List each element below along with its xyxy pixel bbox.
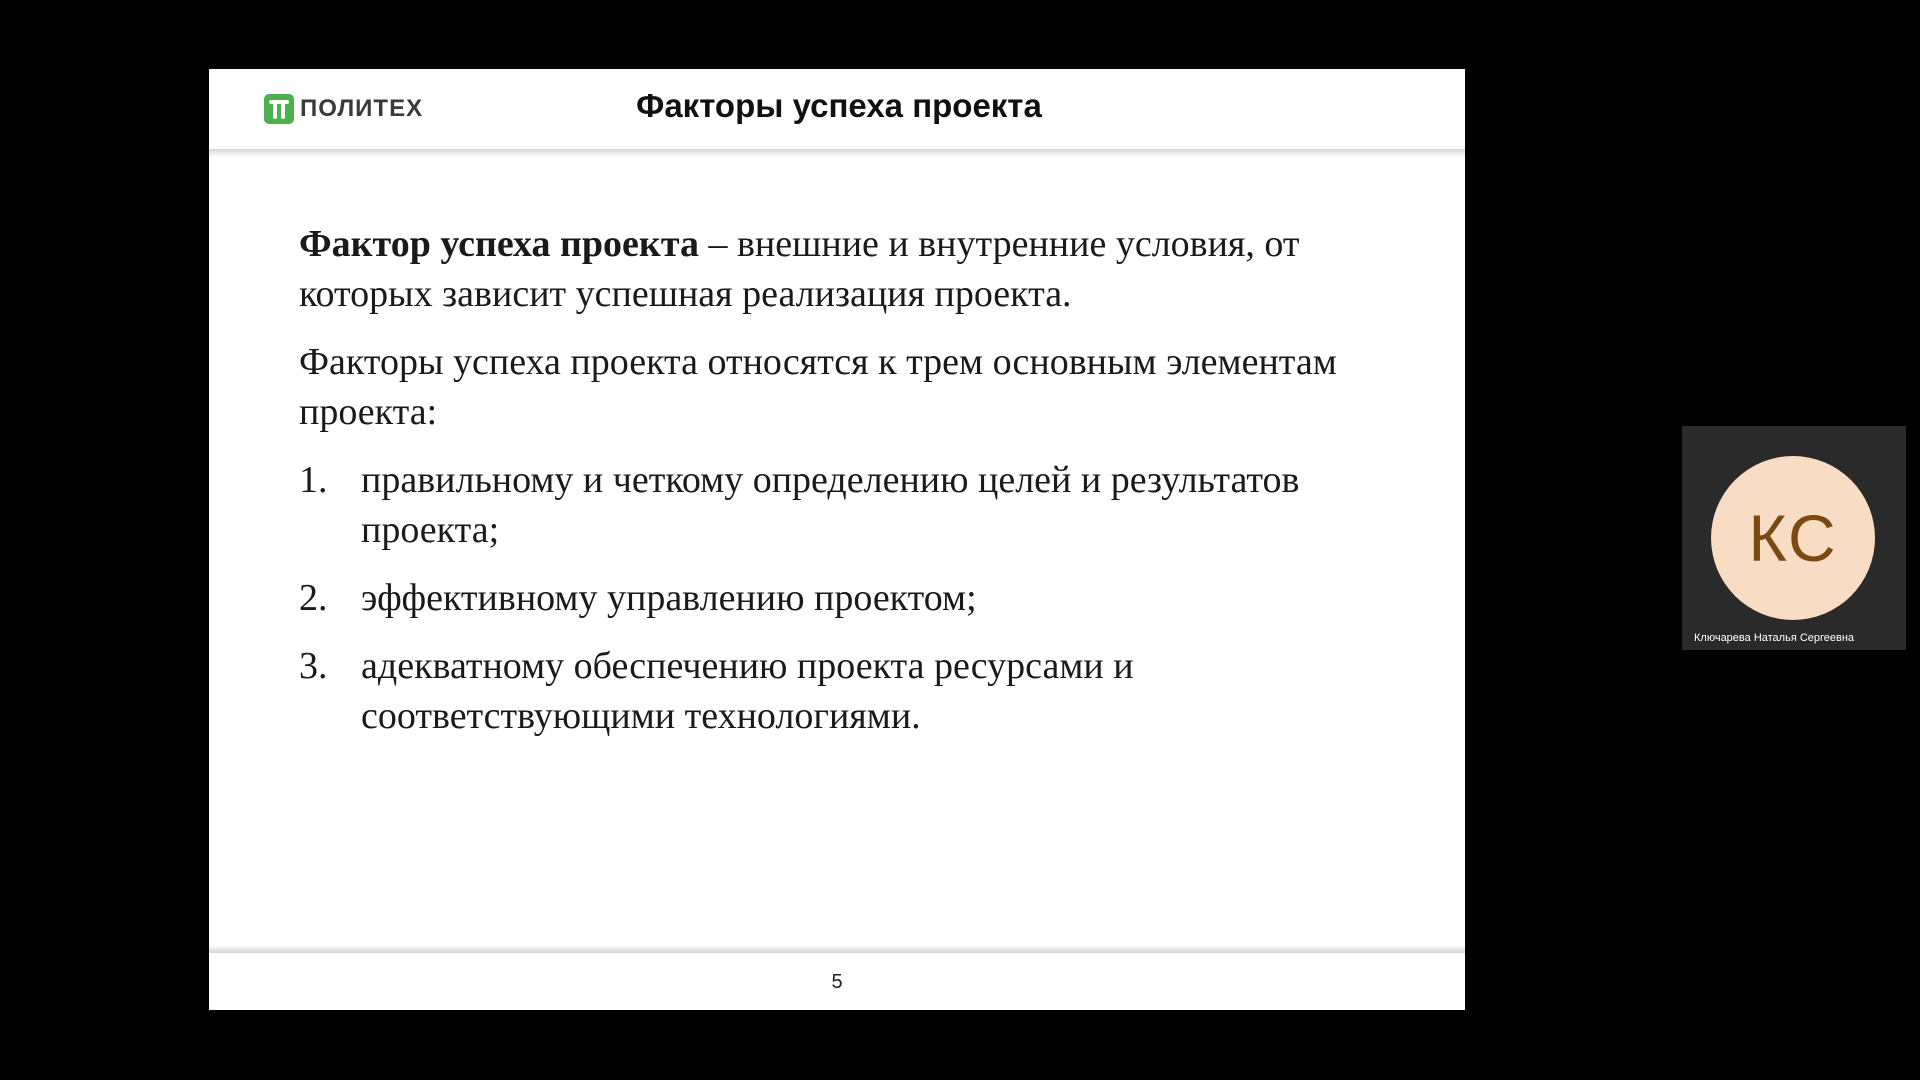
list-item-text: эффективному управлению проектом; — [361, 577, 977, 619]
definition-term: Фактор успеха проекта — [299, 223, 699, 265]
intro-paragraph: Факторы успеха проекта относятся к трем основным элементам проекта: — [299, 341, 1337, 433]
slide-title: Факторы успеха проекта — [636, 87, 1042, 124]
list-item — [299, 455, 1429, 555]
page-number: 5 — [831, 971, 843, 993]
list-item-number: 3. — [299, 645, 328, 687]
header-divider — [209, 149, 1465, 157]
presentation-slide — [209, 69, 1465, 1010]
list-item — [299, 641, 1429, 741]
slide-footer — [209, 953, 1465, 1010]
list-item — [299, 573, 1429, 623]
participant-video-tile[interactable] — [1682, 426, 1906, 650]
participant-name: Ключарева Наталья Сергеевна — [1694, 632, 1855, 644]
definition-paragraph — [299, 219, 1429, 319]
slide-header — [209, 69, 1465, 149]
footer-divider — [209, 945, 1465, 953]
list-item-text: правильному и четкому определению целей и результатов проекта; — [361, 459, 1300, 551]
list-item-text: адекватному обеспечению проекта ресурсами и соответствующими технологиями. — [361, 645, 1134, 737]
list-item-number: 1. — [299, 459, 328, 501]
politech-logo — [264, 93, 423, 125]
definition-text: – внешние и внутренние условия, от которых зависит успешная реализация проекта. — [299, 223, 1300, 315]
list-item-number: 2. — [299, 577, 328, 619]
logo-text: ПОЛИТЕХ — [300, 95, 424, 122]
participant-avatar: КС — [1711, 456, 1875, 620]
politech-logo-icon — [264, 94, 294, 124]
slide-body — [299, 219, 1429, 759]
success-factors-list — [299, 455, 1429, 741]
